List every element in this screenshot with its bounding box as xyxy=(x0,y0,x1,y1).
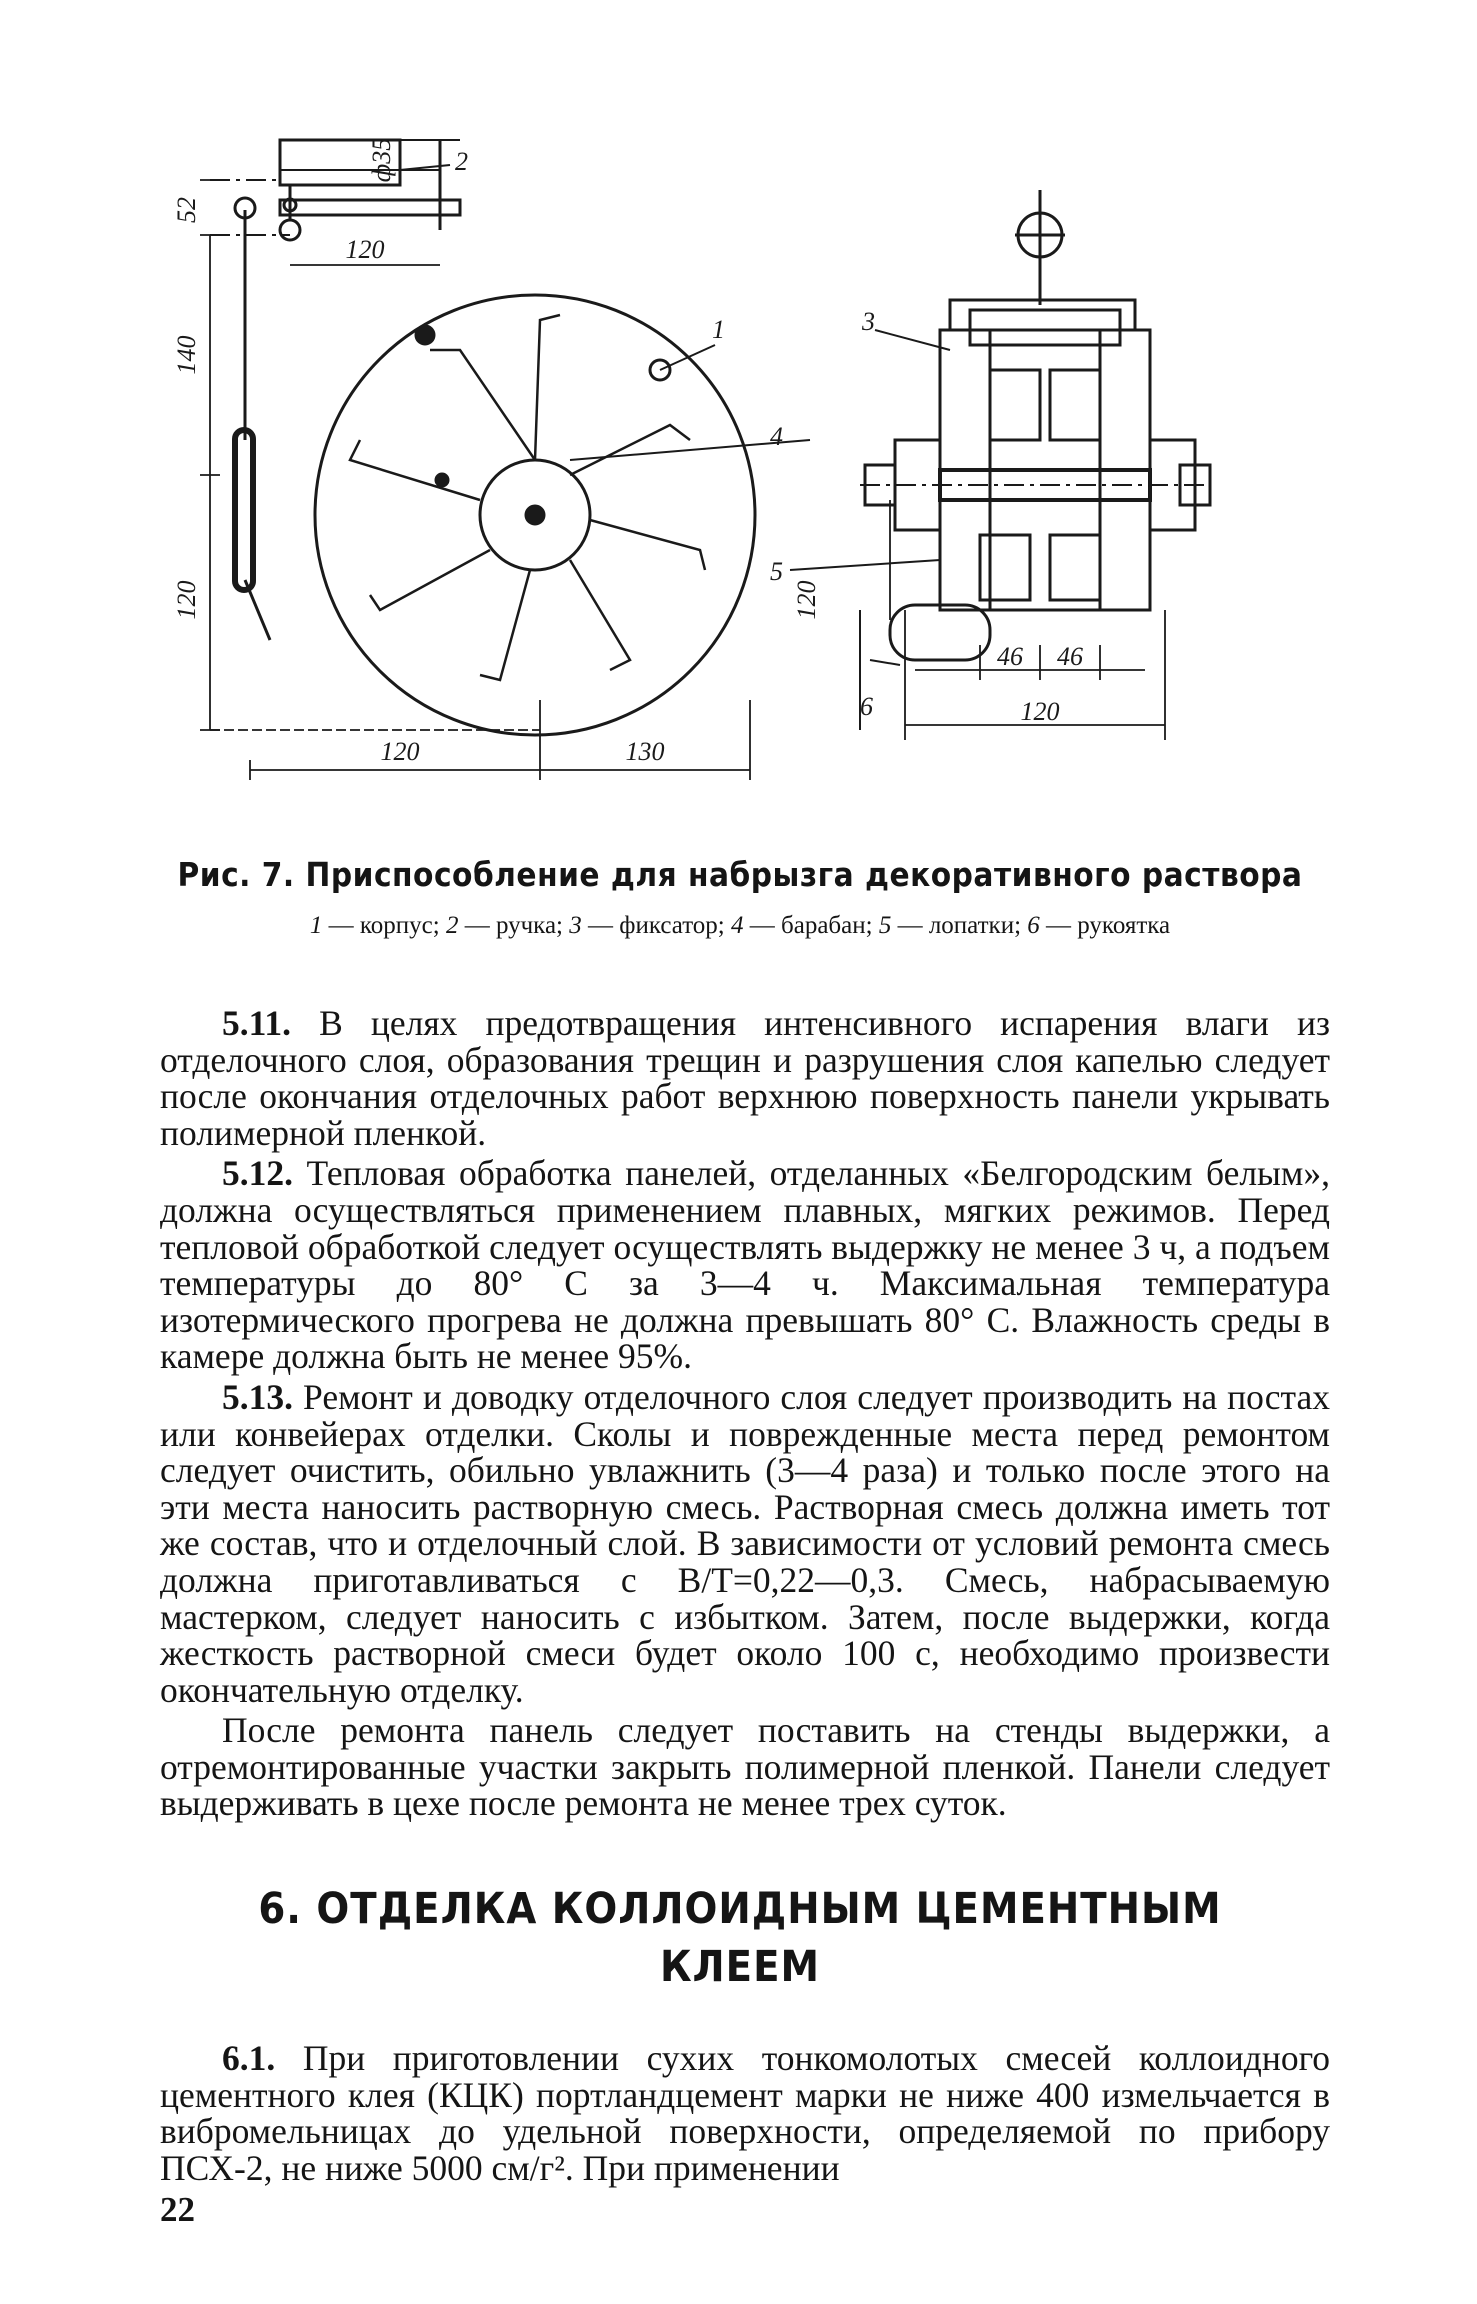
dim-120-bottom: 120 xyxy=(380,737,420,766)
callout-4: 4 xyxy=(770,422,783,451)
legend-text-6: — рукоятка xyxy=(1039,912,1171,939)
legend-num-1: 1 xyxy=(309,912,323,939)
section-title xyxy=(160,1880,1320,1996)
legend-text-2: — ручка; xyxy=(458,912,570,939)
legend-num-3: 3 xyxy=(569,912,582,939)
dim-46-b: 46 xyxy=(1057,642,1083,671)
paragraph-5-11: 5.11. В целях предотвращения интенсивного испарения влаги из отделочного слоя, образования трещин и разрушения слоя капелью следует после окончания отделочных работ верхнюю поверхность панели укрывать полимерной пленкой. xyxy=(160,1003,1330,1153)
handle-bar xyxy=(280,200,460,215)
legend-num-5: 5 xyxy=(878,912,892,939)
callout-1: 1 xyxy=(712,315,725,344)
paragraph-6-1: 6.1. При приготовлении сухих тонкомолотых смесей коллоидного цементного клея (КЦК) портландцемент марки не ниже 400 измельчается в вибромельницах до удельной поверхности, определяемой по прибору ПСХ-2, не ниже 5000 см/г². При применении xyxy=(160,2038,1330,2188)
paragraph-5-13: 5.13. Ремонт и доводку отделочного слоя следует производить на постах или конвейерах отделки. Сколы и поврежденные места перед ремонтом следует очистить, обильно увлажнить (3—4 раза) и только после этого на эти места наносить растворную смесь. Растворная смесь должна иметь тот же состав, что и отделочный слой. В зависимости от условий ремонта смесь должна приготавливаться с В/Т=0,22—0,3. Смесь, набрасываемую мастерком, следует наносить с избытком. Затем, после выдержки, когда жесткость растворной смеси будет около 100 с, необходимо произвести окончательную отделку. xyxy=(160,1376,1330,1710)
figure-legend xyxy=(160,912,1320,940)
callout-3: 3 xyxy=(862,307,875,336)
dim-52: 52 xyxy=(172,197,201,223)
dim-130-bottom: 130 xyxy=(625,737,665,766)
legend-num-4: 4 xyxy=(731,912,744,939)
figure-caption-title: Рис. 7. Приспособление для набрызга декоративного раствора xyxy=(177,855,1303,894)
section-title-line-1: 6. ОТДЕЛКА КОЛЛОИДНЫМ ЦЕМЕНТНЫМ xyxy=(258,1884,1222,1934)
device-drawing xyxy=(172,137,1200,800)
legend-text-1: — корпус; xyxy=(322,912,446,939)
paragraph-5-12: 5.12. Тепловая обработка панелей, отделанных «Белгородским белым», должна осуществляться применением плавных, мягких режимов. Перед тепловой обработкой следует осуществлять выдержку не менее 3 ч, а подъем температуры до 80° С за 3—4 ч. Максимальная температура изотермического прогрева не должна превышать 80° С. Влажность среды в камере должна быть не менее 95%. xyxy=(160,1153,1330,1377)
legend-text-3: — фиксатор; xyxy=(581,912,731,939)
callout-6: 6 xyxy=(860,692,873,721)
callout-5: 5 xyxy=(770,557,783,586)
legend-num-2: 2 xyxy=(445,912,459,939)
handle-pivot xyxy=(280,220,300,240)
dim-46-a: 46 xyxy=(997,642,1023,671)
blades xyxy=(350,315,705,680)
side-rail xyxy=(235,430,253,590)
body-text-block xyxy=(160,1005,1330,1822)
section-body xyxy=(160,2040,1330,2186)
dim-120-right-bottom: 120 xyxy=(1020,697,1060,726)
paragraph-after-repair: После ремонта панель следует поставить на стенды выдержки, а отремонтированные участки закрыть полимерной пленкой. Панели следует выдерживать в цехе после ремонта не менее трех суток. xyxy=(160,1710,1330,1824)
legend-text-5: — лопатки; xyxy=(891,912,1028,939)
legend-num-6: 6 xyxy=(1027,912,1040,939)
legend-text-4: — барабан; xyxy=(743,912,879,939)
dim-120-top: 120 xyxy=(345,235,385,264)
dim-120-left: 120 xyxy=(172,580,201,620)
dim-phi35: ф35 xyxy=(367,137,396,183)
dim-140: 140 xyxy=(172,335,201,375)
section-title-line-2: КЛЕЕМ xyxy=(659,1942,821,1992)
dim-120-right: 120 xyxy=(792,580,821,620)
callout-2: 2 xyxy=(455,147,468,176)
page-number: 22 xyxy=(160,2190,195,2229)
